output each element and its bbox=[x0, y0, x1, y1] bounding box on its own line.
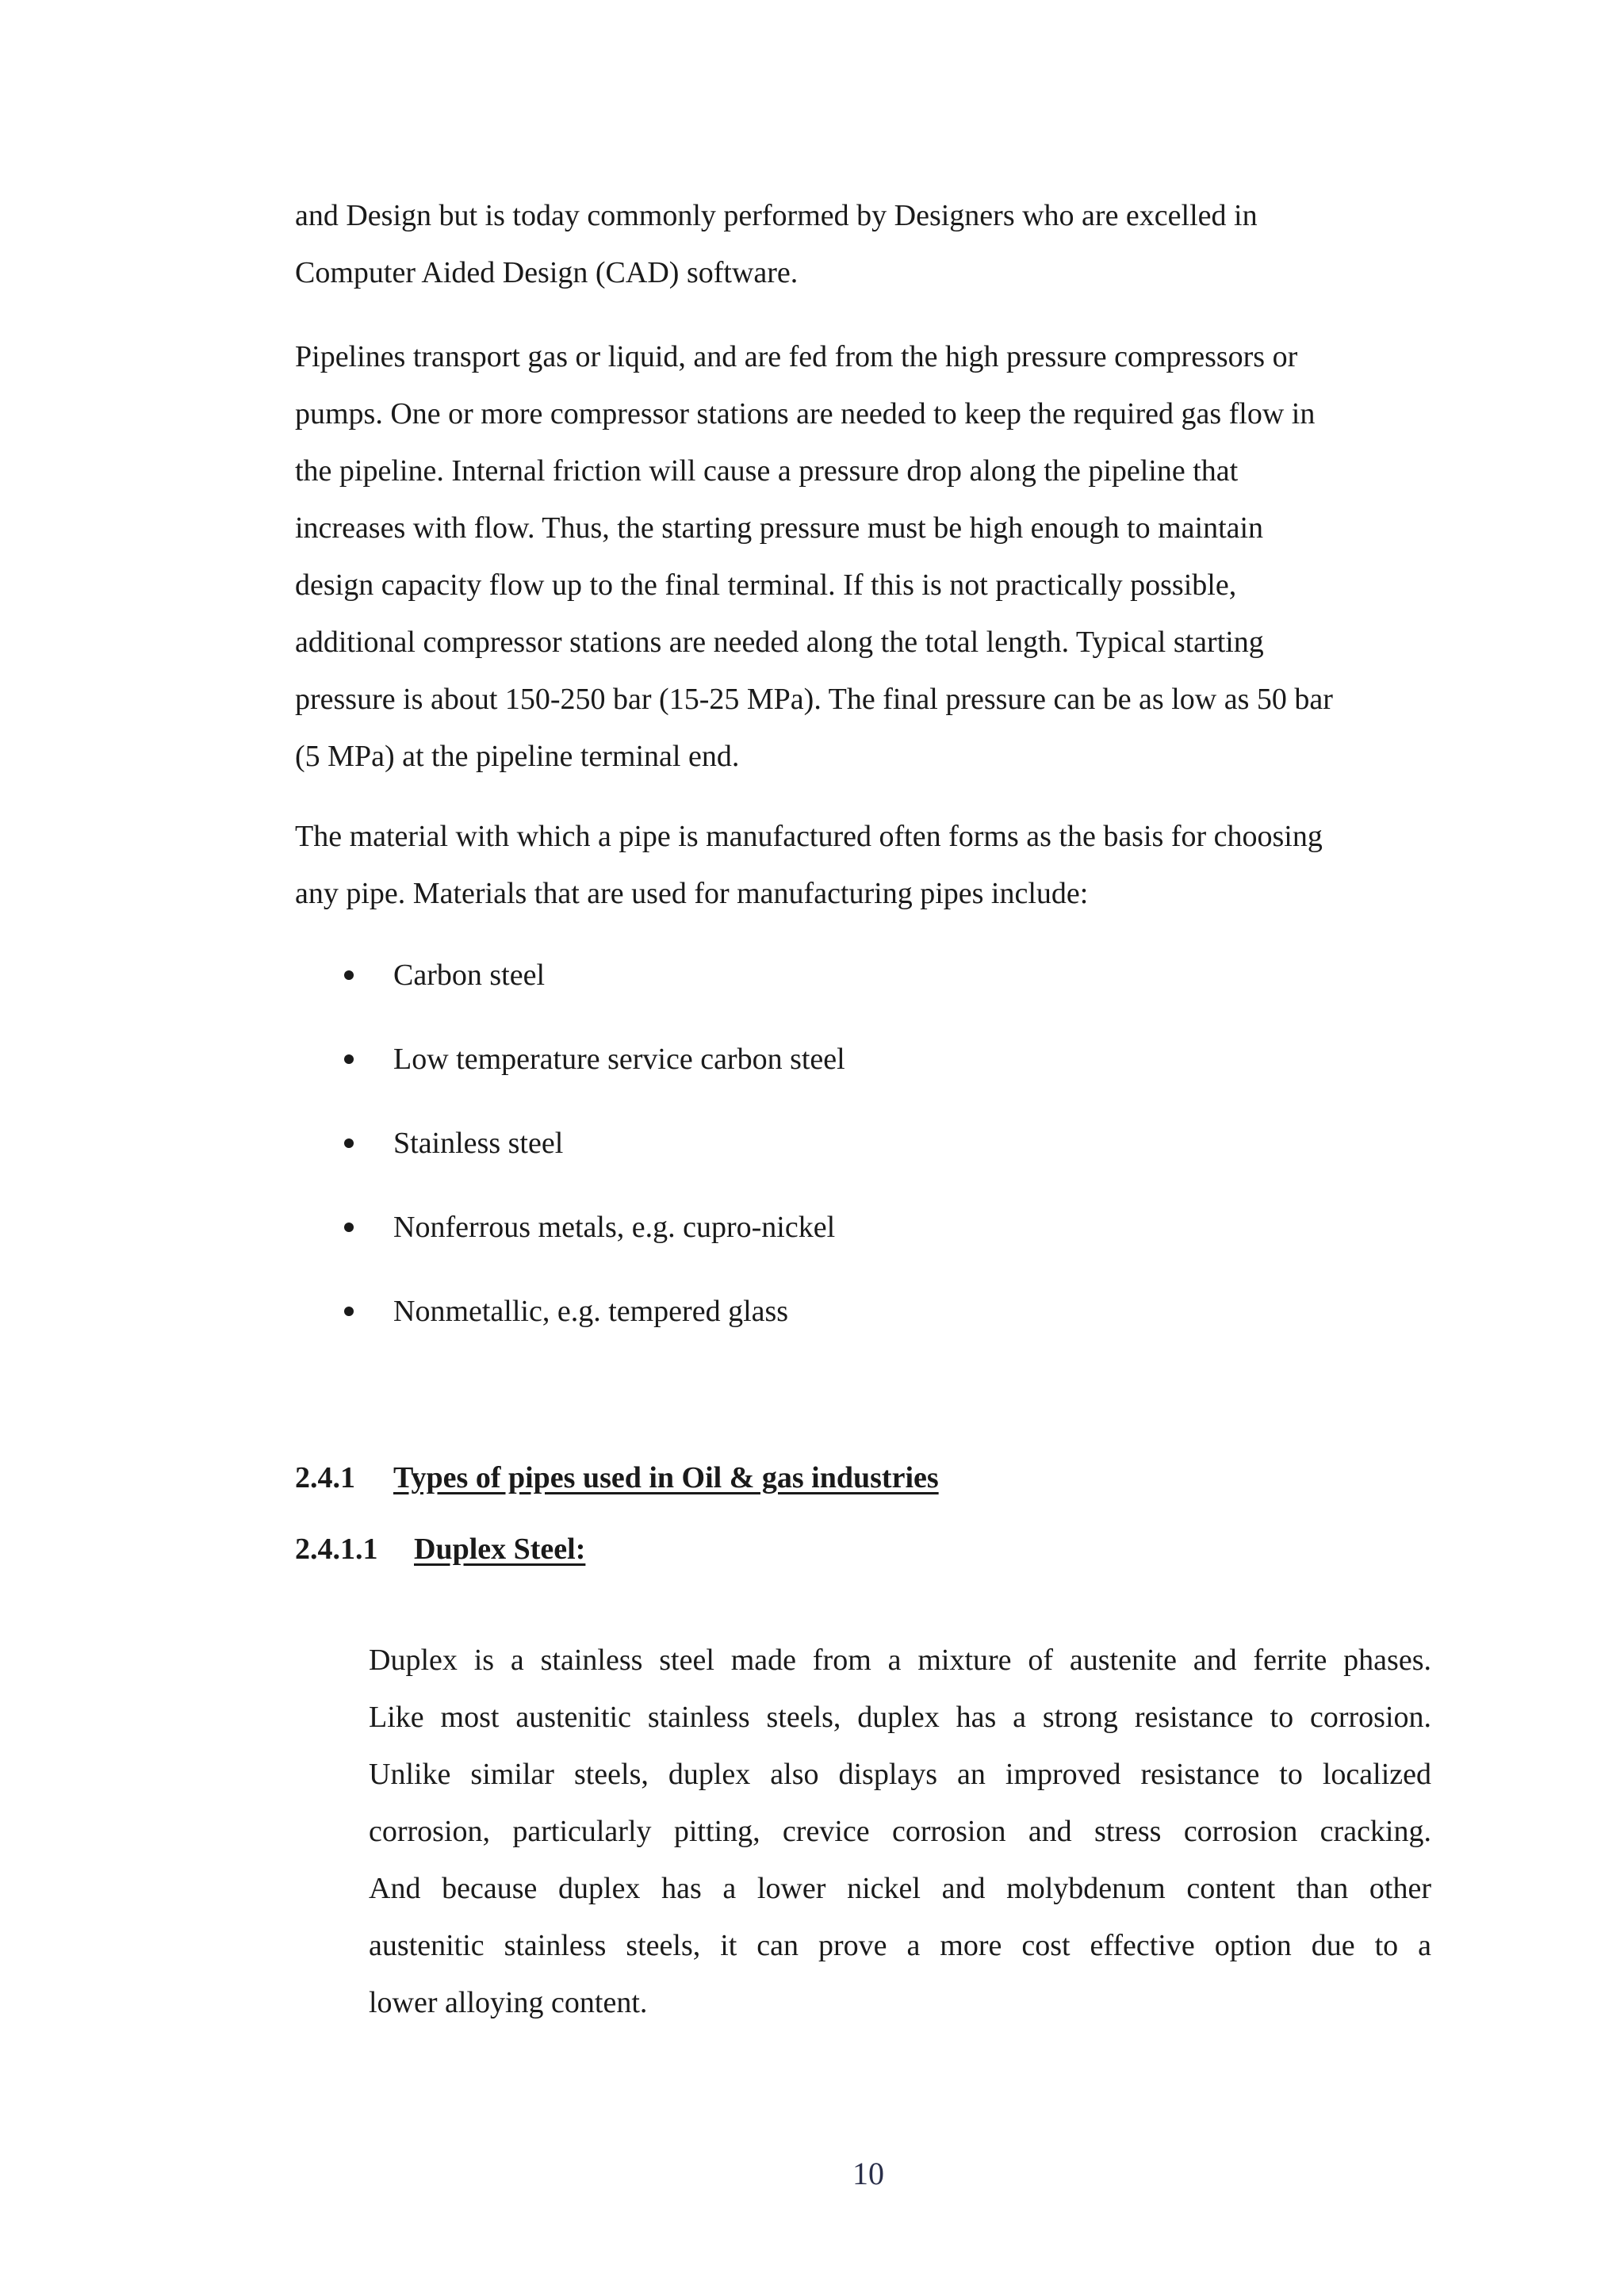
list-item bbox=[295, 1283, 1247, 1367]
list-item bbox=[295, 1031, 1247, 1115]
bullet-icon bbox=[344, 1223, 354, 1232]
text-line: additional compressor stations are needed along the total length. Typical starting bbox=[295, 626, 1264, 659]
text-line: The material with which a pipe is manufactured often forms as the basis for choosing bbox=[295, 820, 1323, 853]
list-item-text: Low temperature service carbon steel bbox=[393, 1043, 845, 1076]
bullet-icon bbox=[344, 1138, 354, 1148]
text-line: lower alloying content. bbox=[369, 1986, 648, 2019]
list-item-text: Stainless steel bbox=[393, 1127, 564, 1160]
paragraph-materials-intro bbox=[295, 808, 1437, 922]
list-item bbox=[295, 1115, 1247, 1199]
text-line: design capacity flow up to the final terminal. If this is not practically possible, bbox=[295, 568, 1237, 602]
text-line: Duplex is a stainless steel made from a mixture of austenite and ferrite phases. bbox=[369, 1644, 1431, 1677]
subsection-heading bbox=[295, 1525, 585, 1573]
text-line: Unlike similar steels, duplex also displays an improved resistance to localized bbox=[369, 1758, 1431, 1791]
text-line: pumps. One or more compressor stations are needed to keep the required gas flow in bbox=[295, 397, 1316, 430]
paragraph-pipelines bbox=[295, 328, 1437, 785]
section-number: 2.4.1 bbox=[295, 1461, 355, 1494]
text-line: And because duplex has a lower nickel and molybdenum content than other bbox=[369, 1872, 1431, 1905]
list-item bbox=[295, 1199, 1247, 1283]
list-item-text: Nonferrous metals, e.g. cupro-nickel bbox=[393, 1211, 836, 1244]
bullet-icon bbox=[344, 1307, 354, 1316]
text-line: and Design but is today commonly performed by Designers who are excelled in bbox=[295, 199, 1258, 232]
subsection-title: Duplex Steel: bbox=[414, 1533, 586, 1566]
paragraph-duplex-steel bbox=[369, 1632, 1431, 2031]
list-item-text: Nonmetallic, e.g. tempered glass bbox=[393, 1295, 789, 1328]
text-line: corrosion, particularly pitting, crevice corrosion and stress corrosion cracking. bbox=[369, 1815, 1431, 1848]
paragraph-design-intro bbox=[295, 187, 1437, 301]
text-line: Like most austenitic stainless steels, duplex has a strong resistance to corrosion. bbox=[369, 1701, 1431, 1734]
text-line: the pipeline. Internal friction will cause a pressure drop along the pipeline that bbox=[295, 454, 1239, 488]
page-number: 10 bbox=[852, 2156, 884, 2191]
list-item-text: Carbon steel bbox=[393, 959, 546, 992]
bullet-icon bbox=[344, 970, 354, 980]
materials-list bbox=[295, 947, 1247, 1367]
text-line: Computer Aided Design (CAD) software. bbox=[295, 256, 799, 289]
section-heading bbox=[295, 1454, 939, 1502]
subsection-number: 2.4.1.1 bbox=[295, 1533, 378, 1566]
text-line: pressure is about 150-250 bar (15-25 MPa). The final pressure can be as low as 50 bar bbox=[295, 683, 1333, 716]
section-title: Types of pipes used in Oil & gas industries bbox=[393, 1461, 939, 1494]
bullet-icon bbox=[344, 1054, 354, 1064]
text-line: (5 MPa) at the pipeline terminal end. bbox=[295, 740, 740, 773]
text-line: any pipe. Materials that are used for manufacturing pipes include: bbox=[295, 877, 1089, 910]
text-line: austenitic stainless steels, it can prove a more cost effective option due to a bbox=[369, 1929, 1431, 1962]
text-line: increases with flow. Thus, the starting pressure must be high enough to maintain bbox=[295, 511, 1264, 545]
list-item bbox=[295, 947, 1247, 1031]
text-line: Pipelines transport gas or liquid, and are fed from the high pressure compressors or bbox=[295, 340, 1298, 373]
